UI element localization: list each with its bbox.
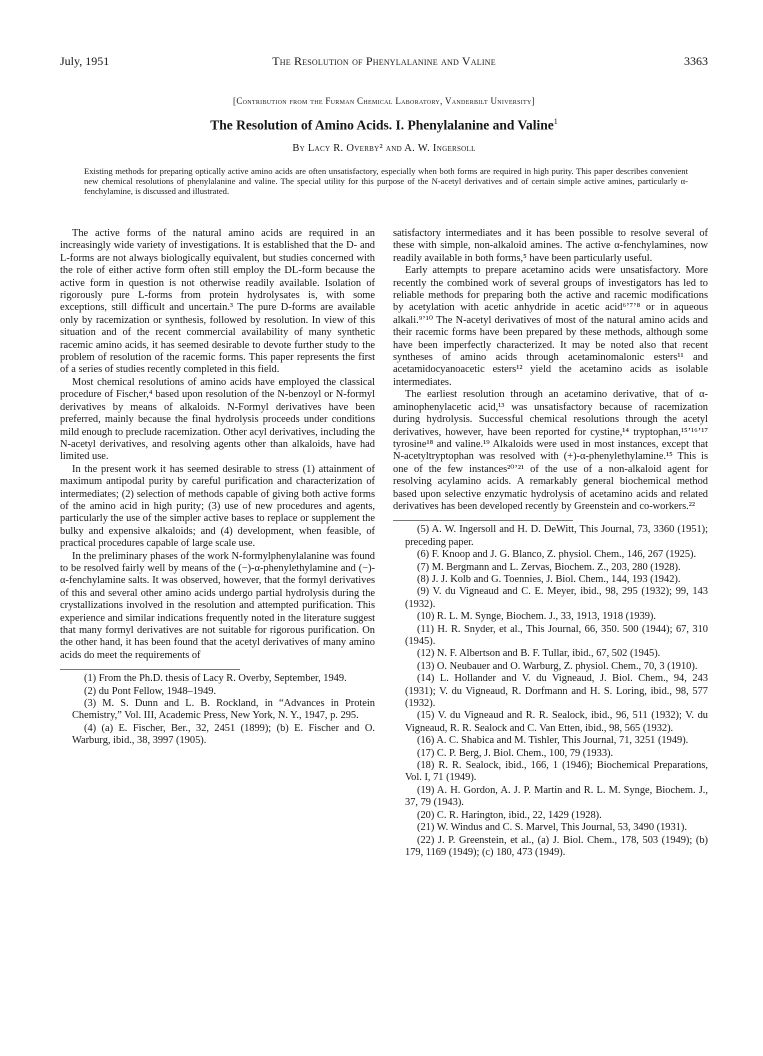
footnote: (17) C. P. Berg, J. Biol. Chem., 100, 79 (1933). <box>417 747 614 759</box>
footnote: (15) V. du Vigneaud and R. R. Sealock, ibid., 96, 511 (1932); V. du Vigneaud, R. R. Sealock and C. Van Etten, ibid., 98, 565 (1932). <box>405 710 708 734</box>
byline: By Lacy R. Overby² and A. W. Ingersoll <box>292 143 476 154</box>
footnote: (11) H. R. Snyder, et al., This Journal, 66, 350. 500 (1944); 67, 310 (1945). <box>405 623 708 647</box>
footnote: (21) W. Windus and C. S. Marvel, This Journal, 53, 3490 (1931). <box>417 822 687 834</box>
left-paragraph-4: In the preliminary phases of the work N-formylphenylalanine was found to be resolved fairly well by means of the (−)-α-phenylethylamine and (−)-α-fenchylamine salts. It was observed, however, that the formyl derivatives of this and several other amino acids undergo partial hydrolysis during the crystallizations involved in the resolution and attempted purification. This experience and similar indications frequently noted in the literature suggest that many formyl derivatives are not suitable for rigorous purification. On the other hand, it has been found that the acetyl derivatives of many amino acids do meet the requirements of <box>60 550 375 661</box>
footnote-divider <box>393 520 573 521</box>
footnote: (7) M. Bergmann and L. Zervas, Biochem. Z., 203, 280 (1928). <box>417 561 681 573</box>
footnote: (2) du Pont Fellow, 1948–1949. <box>84 685 217 697</box>
footnote: (13) O. Neubauer and O. Warburg, Z. physiol. Chem., 70, 3 (1910). <box>417 660 698 672</box>
abstract: Existing methods for preparing optically active amino acids are often unsatisfactory, especially when both forms are required in high purity. This paper describes convenient new chemical resolutions of phenylalanine and valine. The special utility for this purpose of the N-acetyl derivatives and of certain simple active amines, particularly α-fenchylamine, is discussed and illustrated. <box>84 166 688 197</box>
footnote: (1) From the Ph.D. thesis of Lacy R. Overby, September, 1949. <box>84 673 347 685</box>
running-header <box>60 54 708 72</box>
right-paragraph-1: satisfactory intermediates and it has been possible to resolve several of these with simple, non-alkaloid amines. The active α-fenchylamines, now readily available in both forms,⁵ have been particularly useful. <box>393 228 708 264</box>
right-paragraph-2: Early attempts to prepare acetamino acids were unsatisfactory. More recently the combined work of several groups of investigators has led to reliable methods for preparing both the active and racemic modifications by acetylation with acetic anhydride in acetic acid⁶ʼ⁷ʼ⁸ or in aqueous alkali.⁹ʼ¹⁰ The N-acetyl derivatives of most of the natural amino acids and their racemic forms have been prepared by these methods, although some have been imperfectly characterized. It may be noted also that recent syntheses of amino acids through acetaminomalonic esters¹¹ and acetamidocyanoacetic esters¹² yield the acetamino acids as isolable intermediates. <box>393 265 708 388</box>
left-column <box>60 228 375 748</box>
right-footnotes <box>393 524 708 859</box>
footnote: (5) A. W. Ingersoll and H. D. DeWitt, This Journal, 73, 3360 (1951); preceding paper. <box>405 524 708 548</box>
issue-date: July, 1951 <box>60 54 110 68</box>
footnote: (14) L. Hollander and V. du Vigneaud, J. Biol. Chem., 94, 243 (1931); V. du Vigneaud, R. Dorfmann and H. S. Loring, ibid., 98, 577 (1932). <box>405 673 708 710</box>
footnote: (18) R. R. Sealock, ibid., 166, 1 (1946); Biochemical Preparations, Vol. I, 71 (1949). <box>405 760 708 784</box>
footnote: (20) C. R. Harington, ibid., 22, 1429 (1928). <box>417 809 602 821</box>
footnote: (22) J. P. Greenstein, et al., (a) J. Biol. Chem., 178, 503 (1949); (b) 179, 1169 (1949); (c) 180, 473 (1949). <box>405 834 708 858</box>
title-footnote-mark: 1 <box>553 117 558 126</box>
footnote: (6) F. Knoop and J. G. Blanco, Z. physiol. Chem., 146, 267 (1925). <box>417 549 697 561</box>
footnote: (19) A. H. Gordon, A. J. P. Martin and R. L. M. Synge, Biochem. J., 37, 79 (1943). <box>405 784 708 809</box>
right-column <box>393 228 708 859</box>
footnote: (3) M. S. Dunn and L. B. Rockland, in “Advances in Protein Chemistry,” Vol. III, Academic Press, New York, N. Y., 1947, p. 295. <box>72 698 375 722</box>
running-title: The Resolution of Phenylalanine and Valine <box>272 54 496 68</box>
footnote: (10) R. L. M. Synge, Biochem. J., 33, 1913, 1918 (1939). <box>417 611 656 623</box>
article-title-text: The Resolution of Amino Acids. I. Phenylalanine and Valine <box>210 117 554 133</box>
footnote: (8) J. J. Kolb and G. Toennies, J. Biol. Chem., 144, 193 (1942). <box>417 573 681 585</box>
left-paragraph-2: Most chemical resolutions of amino acids have employed the classical procedure of Fischer,⁴ based upon resolution of the N-benzoyl or N-formyl derivatives by means of alkaloids. N-Formyl derivatives have been preferred, mainly because the final hydrolysis proceeds under conditions mild enough to preclude racemization. Other acyl derivatives, including the N-acetyl derivatives, and resolving agents other than alkaloids, have had limited use. <box>60 376 375 463</box>
footnote: (12) N. F. Albertson and B. F. Tullar, ibid., 67, 502 (1945). <box>417 648 661 660</box>
left-paragraph-1: The active forms of the natural amino acids are required in an increasingly wide variety of investigations. It is established that the D- and L-forms are not always biologically equivalent, but studies concerned with the role of either active form often still employ the DL-form because the active form in question is not otherwise readily available. Isolation of rigorously pure L-forms from protein hydrolysates is, with some exceptions, still difficult and uncertain.³ The pure D-forms are available only by racemization or synthesis, followed by resolution. In view of this situation and of the recent commercial availability of many synthetic racemic amino acids, it has seemed desirable to devote further study to the problem of resolution of the racemic forms. This paper represents the first of a series of studies recently completed in this field. <box>60 228 375 376</box>
journal-page <box>60 0 708 1056</box>
left-footnotes <box>60 673 375 747</box>
footnote: (16) A. C. Shabica and M. Tishler, This Journal, 71, 3251 (1949). <box>417 735 689 747</box>
page-number: 3363 <box>684 54 708 68</box>
contribution-line: [Contribution from the Furman Chemical Laboratory, Vanderbilt University] <box>233 96 535 106</box>
article-title <box>60 117 708 134</box>
right-paragraph-3: The earliest resolution through an acetamino derivative, that of α-aminophenylacetic acid,¹³ was unsatisfactory because of racemization during hydrolysis. Successful chemical resolutions through the acetyl derivatives, however, have been reported for cystine,¹⁴ tryptophan,¹⁵ʼ¹⁶ʼ¹⁷ tyrosine¹⁸ and valine.¹⁹ Alkaloids were used in most instances, except that N-acetyltryptophan was resolved with (+)-α-phenylethylamine.¹⁵ This is one of the few instances²⁰ʼ²¹ of the use of a non-alkaloid agent for resolving acylamino acids. A remarkably general biochemical method based upon selective enzymatic hydrolysis of acetamino acids and related derivatives has been developed recently by Greenstein and co-workers.²² <box>393 389 708 512</box>
footnote: (9) V. du Vigneaud and C. E. Meyer, ibid., 98, 295 (1932); 99, 143 (1932). <box>405 586 708 610</box>
left-paragraph-3: In the present work it has seemed desirable to stress (1) attainment of maximum antipodal purity by careful purification and characterization of intermediates; (2) selection of methods capable of giving both active forms of the amino acid in high purity; (3) use of new procedures and agents, particularly the use of the simpler active bases to replace or supplement the bulky and expensive alkaloids; and (4) development, when feasible, of practical procedures capable of large scale use. <box>60 463 375 550</box>
footnote: (4) (a) E. Fischer, Ber., 32, 2451 (1899); (b) E. Fischer and O. Warburg, ibid., 38, 3997 (1905). <box>72 722 375 747</box>
footnote-divider <box>60 669 240 670</box>
